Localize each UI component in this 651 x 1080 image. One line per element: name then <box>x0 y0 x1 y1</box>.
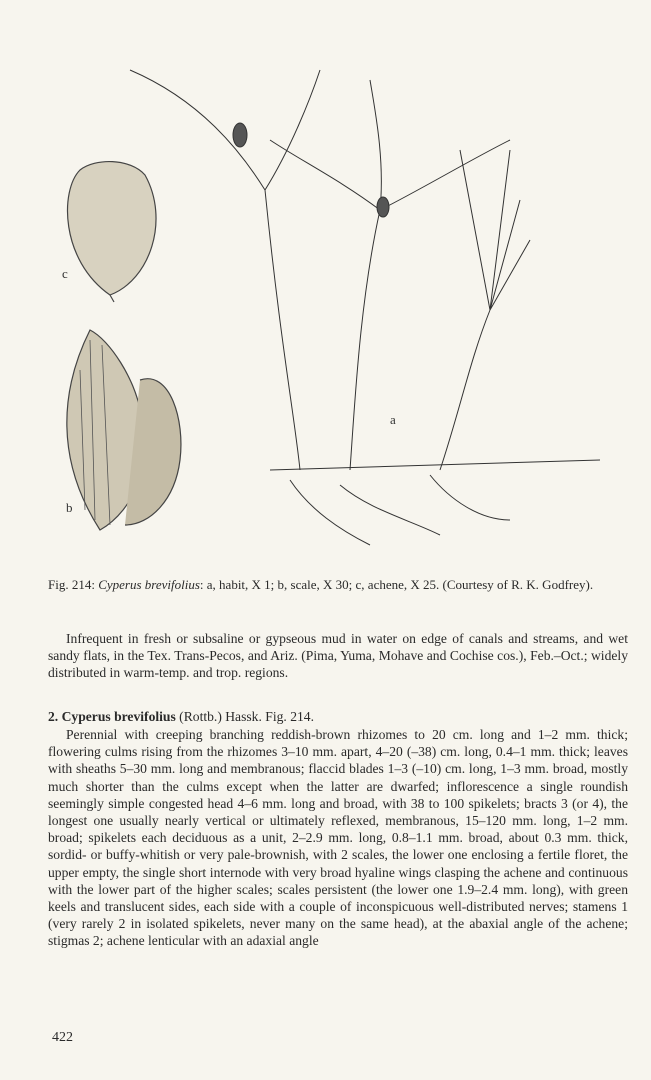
species-heading-authority: (Rottb.) Hassk. Fig. 214. <box>175 709 314 724</box>
caption-species: Cyperus brevifolius <box>98 577 200 592</box>
species-heading-name: 2. Cyperus brevifolius <box>48 709 176 724</box>
achene-drawing <box>68 162 157 302</box>
figure-label-b: b <box>66 500 73 515</box>
figure-label-a: a <box>390 412 396 427</box>
scale-drawing <box>67 330 181 530</box>
page-number: 422 <box>52 1030 73 1045</box>
botanical-illustration <box>40 40 630 560</box>
figure-label-c: c <box>62 266 68 281</box>
habit-drawing <box>130 70 600 545</box>
caption-fig-number: Fig. 214: <box>48 577 95 592</box>
illustration-drawing <box>40 40 630 560</box>
caption-text: : a, habit, X 1; b, scale, X 30; c, achene, X 25. (Courtesy of R. K. Godfrey). <box>199 577 594 592</box>
species-heading <box>48 708 628 725</box>
distribution-paragraph: Infrequent in fresh or subsaline or gypseous mud in water on edge of canals and streams, and wet sandy flats, in the Tex. Trans-Pecos, and Ariz. (Pima, Yuma, Mohave and Cochise cos.), Feb.–Oct.; widely distributed in warm-temp. and trop. regions. <box>48 631 628 680</box>
description-paragraph: Perennial with creeping branching reddish-brown rhizomes to 20 cm. long and 1–2 mm. thick; flowering culms rising from the rhizomes 3–10 mm. apart, 4–20 (–38) cm. long, 0.4–1 mm. thick; leaves with sheaths 5–30 mm. long and membranous; flaccid blades 1–3 (–10) cm. long, 1–3 mm. broad, mostly much shorter than the culms except when the latter are dwarfed; inflorescence a single roundish seemingly simple congested head 4–6 mm. long and broad, with 38 to 100 spikelets; bracts 3 (or 4), the longest one usually nearly vertical or ultimately reflexed, membranous, 15–120 mm. long, 1–2 mm. broad; spikelets each deciduous as a unit, 2–2.9 mm. long, 0.8–1.1 mm. broad, about 0.3 mm. thick, sordid- or buffy-whitish or very pale-brownish, with 2 scales, the lower one enclosing a fertile floret, the upper empty, the single short internode with very broad hyaline wings clasping the achene and continuous with the lower part of the higher scales; scales persistent (the lower one 1.9–2.4 mm. long), with green keels and translucent sides, each side with a couple of inconspicuous well-distributed nerves; stamens 1 (very rarely 2 in isolated spikelets, never many on the same head), at the abaxial angle of the achene; stigmas 2; achene lenticular with an adaxial angle <box>48 727 628 949</box>
figure-caption <box>48 576 628 593</box>
